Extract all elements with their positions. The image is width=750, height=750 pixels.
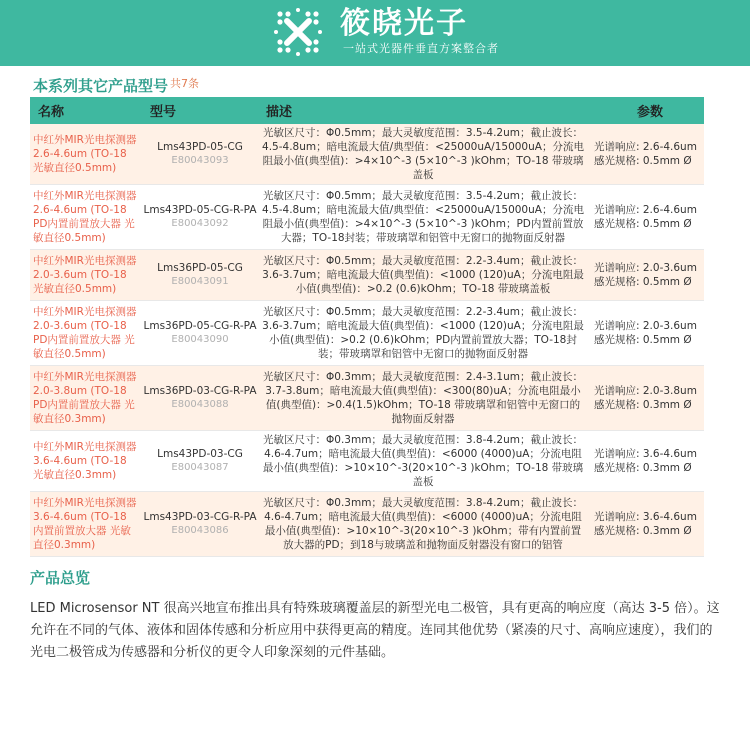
product-code: E80043092 bbox=[171, 218, 229, 229]
table-header-row bbox=[30, 97, 704, 124]
sensor-size: 感光规格: 0.3mm Ø bbox=[594, 525, 692, 537]
sensor-size: 感光规格: 0.3mm Ø bbox=[594, 462, 692, 474]
series-heading bbox=[33, 76, 199, 96]
product-name-link[interactable]: 中红外MIR光电探测器 2.0-3.6um (TO-18 光敏直径0.5mm) bbox=[30, 250, 142, 301]
series-title: 本系列其它产品型号 bbox=[33, 77, 169, 95]
header-desc: 描述 bbox=[258, 97, 588, 124]
product-name-link[interactable]: 中红外MIR光电探测器 2.0-3.8um (TO-18 PD内置前置放大器 光敏直径0.3mm) bbox=[30, 366, 142, 431]
brand-header bbox=[0, 0, 750, 66]
product-table bbox=[30, 97, 704, 557]
product-code: E80043091 bbox=[171, 276, 229, 287]
product-name-link[interactable]: 中红外MIR光电探测器 2.6-4.6um (TO-18 光敏直径0.5mm) bbox=[30, 124, 142, 185]
logo-icon bbox=[272, 6, 324, 58]
product-name-link[interactable]: 中红外MIR光电探测器 3.6-4.6um (TO-18 光敏直径0.3mm) bbox=[30, 431, 142, 492]
brand-slogan: 一站式光器件垂直方案整合者 bbox=[343, 42, 499, 55]
spectral-response: 光谱响应: 3.6-4.6um bbox=[594, 448, 697, 460]
header-param: 参数 bbox=[588, 97, 704, 124]
spectral-response: 光谱响应: 3.6-4.6um bbox=[594, 511, 697, 523]
table-row[interactable] bbox=[30, 250, 704, 301]
product-code: E80043087 bbox=[171, 462, 229, 473]
product-name-link[interactable]: 中红外MIR光电探测器 3.6-4.6um (TO-18 内置前置放大器 光敏直径0.3mm) bbox=[30, 492, 142, 557]
brand-name: 筱晓光子 bbox=[340, 6, 468, 41]
overview-title: 产品总览 bbox=[30, 569, 91, 587]
description: 光敏区尺寸：Φ0.5mm；最大灵敏度范围：3.5-4.2um；截止波长：4.5-4.8um；暗电流最大值/典型值：<25000uA/15000uA；分流电阻最小值(典型值)：>4×10^-3 (5×10^-3 )kOhm；TO-18 带玻璃盖板 bbox=[258, 124, 588, 185]
product-code: E80043093 bbox=[171, 155, 229, 166]
sensor-size: 感光规格: 0.5mm Ø bbox=[594, 334, 692, 346]
table-row[interactable] bbox=[30, 185, 704, 250]
spectral-response: 光谱响应: 2.0-3.6um bbox=[594, 320, 697, 332]
header-name: 名称 bbox=[30, 97, 142, 124]
overview-text: LED Microsensor NT 很高兴地宣布推出具有特殊玻璃覆盖层的新型光电二极管，具有更高的响应度（高达 3-5 倍）。这允许在不同的气体、液体和固体传感和分析应用中获得更高的精度。连同其他优势（紧凑的尺寸、高响应速度），我们的光电二极管成为传感器和分析仪的更令人印象深刻的元件基础。 bbox=[30, 601, 720, 660]
description: 光敏区尺寸：Φ0.3mm；最大灵敏度范围：3.8-4.2um；截止波长：4.6-4.7um；暗电流最大值(典型值)：<6000 (4000)uA；分流电阻最小值(典型值)：>10×10^-3(20×10^-3 )kOhm；带有内置前置放大器的PD；到18与玻璃盖和抛物面反射器没有窗口的铝管 bbox=[258, 492, 588, 557]
table-row[interactable] bbox=[30, 492, 704, 557]
model-number: Lms36PD-03-CG-R-PA bbox=[143, 385, 257, 397]
sensor-size: 感光规格: 0.5mm Ø bbox=[594, 276, 692, 288]
spectral-response: 光谱响应: 2.6-4.6um bbox=[594, 204, 697, 216]
spectral-response: 光谱响应: 2.6-4.6um bbox=[594, 141, 697, 153]
series-count: 共7条 bbox=[170, 77, 200, 90]
model-number: Lms43PD-05-CG-R-PA bbox=[143, 204, 257, 216]
description: 光敏区尺寸：Φ0.3mm；最大灵敏度范围：2.4-3.1um；截止波长：3.7-3.8um；暗电流最大值(典型值)：<300(80)uA；分流电阻最小值(典型值)：>0.4(1.5)kOhm；TO-18 带玻璃罩和铝管中无窗口的抛物面反射器 bbox=[258, 366, 588, 431]
model-number: Lms36PD-05-CG-R-PA bbox=[143, 320, 257, 332]
spectral-response: 光谱响应: 2.0-3.8um bbox=[594, 385, 697, 397]
model-number: Lms43PD-03-CG bbox=[157, 448, 243, 460]
product-code: E80043090 bbox=[171, 334, 229, 345]
product-name-link[interactable]: 中红外MIR光电探测器 2.6-4.6um (TO-18 PD内置前置放大器 光敏直径0.5mm) bbox=[30, 185, 142, 250]
model-number: Lms43PD-03-CG-R-PA bbox=[143, 511, 257, 523]
description: 光敏区尺寸：Φ0.3mm；最大灵敏度范围：3.8-4.2um；截止波长：4.6-4.7um；暗电流最大值(典型值)：<6000 (4000)uA；分流电阻最小值(典型值)：>10×10^-3(20×10^-3 )kOhm；TO-18 带玻璃盖板 bbox=[258, 431, 588, 492]
table-row[interactable] bbox=[30, 124, 704, 185]
product-code: E80043088 bbox=[171, 399, 229, 410]
sensor-size: 感光规格: 0.3mm Ø bbox=[594, 399, 692, 411]
sensor-size: 感光规格: 0.5mm Ø bbox=[594, 218, 692, 230]
description: 光敏区尺寸：Φ0.5mm；最大灵敏度范围：3.5-4.2um；截止波长：4.5-4.8um；暗电流最大值/典型值：<25000uA/15000uA；分流电阻最小值(典型值)：>4×10^-3 (5×10^-3 )kOhm；PD内置前置放大器；TO-18封装；带玻璃罩和铝管中无窗口的抛物面反射器 bbox=[258, 185, 588, 250]
model-number: Lms36PD-05-CG bbox=[157, 262, 243, 274]
description: 光敏区尺寸：Φ0.5mm；最大灵敏度范围：2.2-3.4um；截止波长：3.6-3.7um；暗电流最大值(典型值)：<1000 (120)uA；分流电阻最小值(典型值)：>0.2 (0.6)kOhm；PD内置前置放大器；TO-18封装；带玻璃罩和铝管中无窗口的抛物面反射器 bbox=[258, 301, 588, 366]
product-name-link[interactable]: 中红外MIR光电探测器 2.0-3.6um (TO-18 PD内置前置放大器 光敏直径0.5mm) bbox=[30, 301, 142, 366]
spectral-response: 光谱响应: 2.0-3.6um bbox=[594, 262, 697, 274]
header-model: 型号 bbox=[142, 97, 258, 124]
product-code: E80043086 bbox=[171, 525, 229, 536]
sensor-size: 感光规格: 0.5mm Ø bbox=[594, 155, 692, 167]
table-row[interactable] bbox=[30, 301, 704, 366]
model-number: Lms43PD-05-CG bbox=[157, 141, 243, 153]
description: 光敏区尺寸：Φ0.5mm；最大灵敏度范围：2.2-3.4um；截止波长：3.6-3.7um；暗电流最大值(典型值)：<1000 (120)uA；分流电阻最小值(典型值)：>0.2 (0.6)kOhm；TO-18 带玻璃盖板 bbox=[258, 250, 588, 301]
table-row[interactable] bbox=[30, 366, 704, 431]
table-row[interactable] bbox=[30, 431, 704, 492]
